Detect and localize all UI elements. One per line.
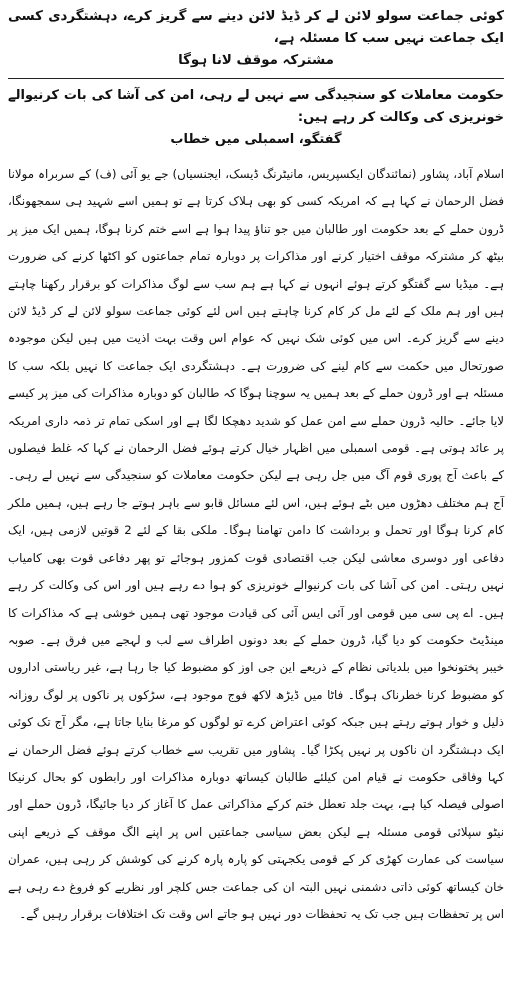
headline-line-2: مشترکہ موقف لانا ہوگا: [178, 53, 334, 68]
subheadline: [8, 85, 504, 151]
subheadline-line-1: حکومت معاملات کو سنجیدگی سے نہیں لے رہی، امن کی آشا کی بات کرنیوالے خونریزی کی وکالت کر رہے ہیں:: [8, 88, 504, 125]
headline-line-1: کوئی جماعت سولو لائن لے کر ڈیڈ لائن دینے سے گریز کرے، دہشتگردی کسی ایک جماعت نہیں سب کا مسئلہ ہے،: [8, 9, 504, 46]
subheadline-line-2: گفتگو، اسمبلی میں خطاب: [170, 132, 342, 147]
article-body: اسلام آباد، پشاور (نمائندگان ایکسپریس، مانیٹرنگ ڈیسک، ایجنسیاں) جے یو آئی (ف) کے سربراہ مولانا فضل الرحمان نے کہا ہے کہ امریکہ کسی کو بھی ہلاک کرتا ہے تو ہمیں اسے شہید ہی سمجھونگا، ڈرون حملے کے بعد حکومت اور طالبان میں جو تناؤ پیدا ہوا ہے اسے ختم کرنا ہوگا، ہمیں ایک میز پر بیٹھ کر مشترکہ موقف اختیار کرنے اور مذاکرات پر دوبارہ تمام جماعتوں کو اکٹھا کرنے کی ضرورت ہے۔ میڈیا سے گفتگو کرتے ہوئے انہوں نے کہا ہے ہم سب سے لوگ مذاکرات کو برقرار رکھنا چاہتے ہیں اور ہم ملک کے لئے مل کر کام کرنا چاہتے ہیں اس لئے کوئی جماعت سولو لائن لے کر ڈیڈ لائن دینے سے گریز کرے۔ اس میں کوئی شک نہیں کہ عوام اس وقت بہت اذیت میں ہیں لیکن موجودہ صورتحال میں حکمت سے کام لینے کی ضرورت ہے۔ دہشتگردی ایک جماعت کا نہیں بلکہ سب کا مسئلہ ہے اور ڈرون حملے کے بعد ہمیں یہ سوچنا ہوگا کہ طالبان کو دوبارہ مذاکرات کی میز پر کیسے لایا جائے۔ حالیہ ڈرون حملے سے امن عمل کو شدید دھچکا لگا ہے اور اسکی تمام تر ذمہ داری امریکہ پر عائد ہوتی ہے۔ قومی اسمبلی میں اظہار خیال کرتے ہوئے فضل الرحمان نے کہا کہ غلط فیصلوں کے باعث آج پوری قوم آگ میں جل رہی ہے لیکن حکومت معاملات کو سنجیدگی سے نہیں لے رہی۔ آج ہم مختلف دھڑوں میں بٹے ہوئے ہیں، اس لئے مسائل قابو سے باہر ہوتے جا رہے ہیں، ہمیں ملکر کام کرنا ہوگا اور تحمل و برداشت کا دامن تھامنا ہوگا۔ ملکی بقا کے لئے 2 قوتیں لازمی ہیں، ایک دفاعی اور دوسری معاشی لیکن جب اقتصادی قوت کمزور ہوجائے تو پھر دفاعی قوت بھی کامیاب نہیں رہتی۔ امن کی آشا کی بات کرنیوالے خونریزی کو ہوا دے رہے ہیں اور اس کی وکالت کر رہے ہیں۔ اے پی سی میں قومی اور آئی ایس آئی کی قیادت موجود تھی ہمیں خوشی ہے کہ مذاکرات کا مینڈیٹ حکومت کو دیا گیا، ڈرون حملے کے بعد دونوں اطراف سے لب و لہجے میں فرق ہے۔ صوبہ خیبر پختونخوا میں بلدیاتی نظام کے ذریعے این جی اوز کو مضبوط کیا جا رہا ہے، غیر ریاستی اداروں کو مضبوط کرنا خطرناک ہوگا۔ فاٹا میں ڈیڑھ لاکھ فوج موجود ہے، سڑکوں پر ناکوں پر لوگ روزانہ ذلیل و خوار ہوتے رہتے ہیں جبکہ کوئی اعتراض کرے تو لوگوں کو مرغا بنایا جاتا ہے، مگر آج تک کوئی ایک دہشتگرد ان ناکوں پر نہیں پکڑا گیا۔ پشاور میں تقریب سے خطاب کرتے ہوئے فضل الرحمان نے کہا وفاقی حکومت نے قیام امن کیلئے طالبان کیساتھ دوبارہ مذاکرات اور رابطوں کو بحال کرنیکا اصولی فیصلہ کیا ہے، بہت جلد تعطل ختم کرکے مذاکراتی عمل کا آغاز کر دیا جائیگا، ڈرون حملے اور نیٹو سپلائی قومی مسئلہ ہے لیکن بعض سیاسی جماعتیں اس پر اپنے الگ موقف کے ذریعے اپنی سیاست کی عمارت کھڑی کر کے قومی یکجہتی کو پارہ پارہ کرنے کی کوشش کر رہی ہیں، عمران خان کیساتھ کوئی ذاتی دشمنی نہیں البتہ ان کی جماعت جس کلچر اور نظریے کو فروغ دے رہی ہے اس پر تحفظات ہیں جب تک یہ تحفظات دور نہیں ہو جاتے اس وقت تک اختلافات برقرار رہیں گے۔: [8, 167, 504, 921]
headline: [8, 6, 504, 72]
divider: [8, 78, 504, 79]
